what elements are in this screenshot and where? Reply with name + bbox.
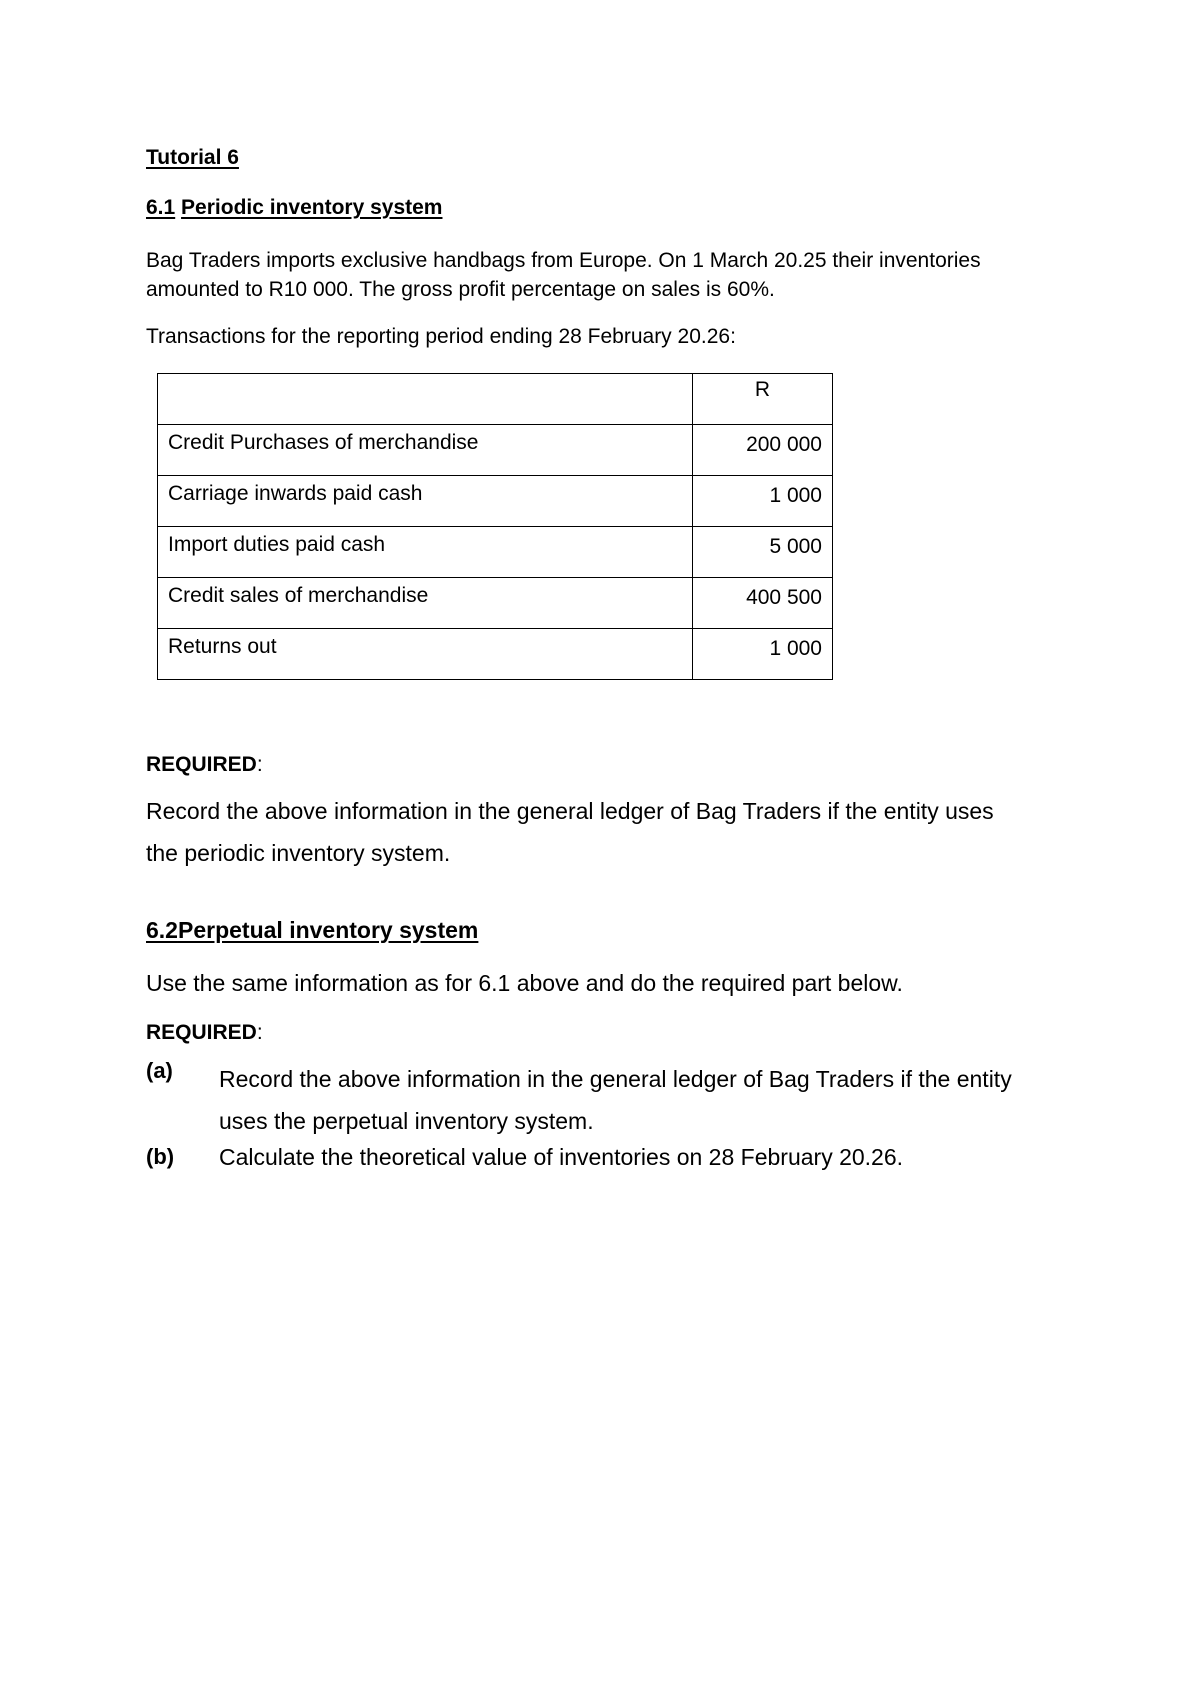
intro-line: amounted to R10 000. The gross profit percentage on sales is 60%. <box>146 278 775 301</box>
part-line: uses the perpetual inventory system. <box>219 1108 594 1134</box>
table-header-cell-currency: R <box>693 374 833 425</box>
transactions-intro: Transactions for the reporting period ending 28 February 20.26: <box>146 325 736 348</box>
row-amount: 200 000 <box>693 425 833 476</box>
section-title: Perpetual inventory system <box>177 917 479 943</box>
table-header-row <box>158 374 833 425</box>
section-title: Periodic inventory system <box>181 196 443 219</box>
section-6-2-intro: Use the same information as for 6.1 above and do the required part below. <box>146 970 903 996</box>
table-row <box>158 578 833 629</box>
part-text-b: Calculate the theoretical value of inventories on 28 February 20.26. <box>219 1144 904 1170</box>
required-label-6-2 <box>146 1021 263 1045</box>
row-description: Carriage inwards paid cash <box>158 476 693 527</box>
required-paragraph-6-1 <box>146 790 994 874</box>
row-description: Credit Purchases of merchandise <box>158 425 693 476</box>
section-number: 6.1 <box>146 196 176 219</box>
part-label-b: (b) <box>146 1144 175 1169</box>
section-heading-6-1 <box>146 196 442 220</box>
table-row <box>158 476 833 527</box>
section-heading-6-2 <box>146 917 478 944</box>
required-line: Record the above information in the general ledger of Bag Traders if the entity uses <box>146 798 994 824</box>
required-line: the periodic inventory system. <box>146 840 451 866</box>
row-description: Credit sales of merchandise <box>158 578 693 629</box>
table-row <box>158 425 833 476</box>
intro-line: Bag Traders imports exclusive handbags from Europe. On 1 March 20.25 their inventories <box>146 249 981 272</box>
row-amount: 1 000 <box>693 629 833 680</box>
page-title: Tutorial 6 <box>146 146 239 169</box>
section-number: 6.2 <box>146 917 178 943</box>
required-colon: : <box>256 1021 263 1044</box>
intro-paragraph <box>146 246 981 304</box>
required-label-text: REQUIRED <box>146 753 257 776</box>
row-description: Import duties paid cash <box>158 527 693 578</box>
part-label-a: (a) <box>146 1058 173 1083</box>
row-amount: 5 000 <box>693 527 833 578</box>
table-header-cell-description <box>158 374 693 425</box>
part-text-a <box>219 1058 1012 1142</box>
required-label-text: REQUIRED <box>146 1021 257 1044</box>
part-line: Record the above information in the general ledger of Bag Traders if the entity <box>219 1066 1012 1092</box>
row-amount: 400 500 <box>693 578 833 629</box>
required-label-6-1 <box>146 753 263 777</box>
row-amount: 1 000 <box>693 476 833 527</box>
transactions-table <box>157 373 833 680</box>
row-description: Returns out <box>158 629 693 680</box>
required-colon: : <box>256 753 263 776</box>
table-row <box>158 527 833 578</box>
table-row <box>158 629 833 680</box>
